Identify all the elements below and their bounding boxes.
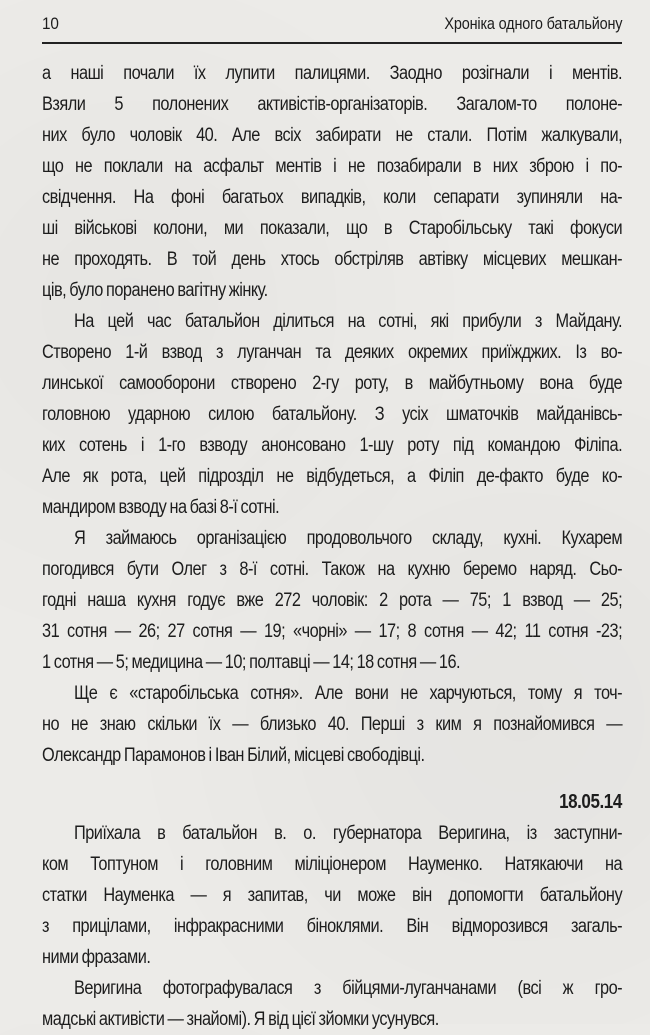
text-line: Взяли 5 полонених активістів-організаторів. Загалом-то полоне- — [42, 94, 623, 115]
book-page — [42, 0, 623, 1030]
paragraph — [42, 973, 622, 1035]
text-line: головною ударною силою батальйону. З усіх шматочків майданівсь- — [42, 404, 623, 425]
paragraph — [42, 306, 622, 523]
running-header — [42, 14, 622, 40]
text-line: Ще є «старобільська сотня». Але вони не харчуються, тому я точ- — [74, 683, 623, 704]
text-line: ші військові колони, ми показали, що в Старобільську такі фокуси — [42, 218, 623, 239]
date-heading: 18.05.14 — [559, 791, 622, 813]
text-line: Я займаюсь організацією продовольчого складу, кухні. Кухарем — [74, 528, 623, 549]
text-line: ними фразами. — [42, 947, 151, 968]
text-line: мандиром взводу на базі 8-ї сотні. — [42, 497, 280, 518]
text-line: а наші почали їх лупити палицями. Заодно розігнали і ментів. — [42, 63, 623, 84]
body-text — [42, 58, 622, 1035]
text-line: свідчення. На фоні багатьох випадків, коли сепарати зупиняли на- — [42, 187, 623, 208]
text-line: не проходять. В той день хтось обстріляв автівку місцевих мешкан- — [42, 249, 623, 270]
text-line: мадські активісти — знайомі). Я від цієї зйомки усунувся. — [42, 1009, 439, 1030]
header-rule — [42, 42, 622, 44]
text-line: 1 сотня — 5; медицина — 10; полтавці — 14; 18 сотня — 16. — [42, 652, 461, 673]
text-line: ких сотень і 1-го взводу анонсовано 1-шу роту під командою Філіпа. — [42, 435, 623, 456]
text-line: но не знаю скільки їх — близько 40. Перші з ким я познайомився — — [42, 714, 623, 735]
paragraph — [42, 678, 622, 771]
text-line: линської самооборони створено 2-гу роту, в майбутньому вона буде — [42, 373, 623, 394]
text-line: Веригина фотографувалася з бійцями-луганчанами (всі ж гро- — [74, 978, 623, 999]
paragraph — [42, 818, 622, 973]
text-line: погодився бути Олег з 8-ї сотні. Також на кухню беремо наряд. Сьо- — [42, 559, 623, 580]
paragraph — [42, 58, 622, 306]
text-line: Приїхала в батальйон в. о. губернатора Веригина, із заступни- — [74, 823, 623, 844]
text-line: Олександр Парамонов і Іван Білий, місцеві свободівці. — [42, 745, 425, 766]
text-line: На цей час батальйон ділиться на сотні, які прибули з Майдану. — [74, 311, 623, 332]
text-line: годні наша кухня годує вже 272 чоловік: 2 рота — 75; 1 взвод — 25; — [42, 590, 623, 611]
text-line: Створено 1-й взвод з луганчан та деяких окремих приїжджих. Із во- — [42, 342, 623, 363]
text-line: статки Науменка — я запитав, чи може він допомогти батальйону — [42, 885, 623, 906]
text-line: з прицілами, інфракрасними біноклями. Він відморозився загаль- — [42, 916, 623, 937]
text-line: них було чоловік 40. Але всіх забирати не стали. Потім жалкували, — [42, 125, 623, 146]
book-title: Хроніка одного батальйону — [444, 14, 622, 33]
page-number: 10 — [42, 14, 59, 33]
text-line: ців, було поранено вагітну жінку. — [42, 280, 268, 301]
paragraph — [42, 523, 622, 678]
text-line: що не поклали на асфальт ментів і не позабирали в них зброю і по- — [42, 156, 623, 177]
text-line: ком Топтуном і головним міліціонером Науменко. Натякаючи на — [42, 854, 623, 875]
text-line: 31 сотня — 26; 27 сотня — 19; «чорні» — 17; 8 сотня — 42; 11 сотня -23; — [42, 621, 623, 642]
text-line: Але як рота, цей підрозділ не відбудеться, а Філіп де-факто буде ко- — [42, 466, 623, 487]
